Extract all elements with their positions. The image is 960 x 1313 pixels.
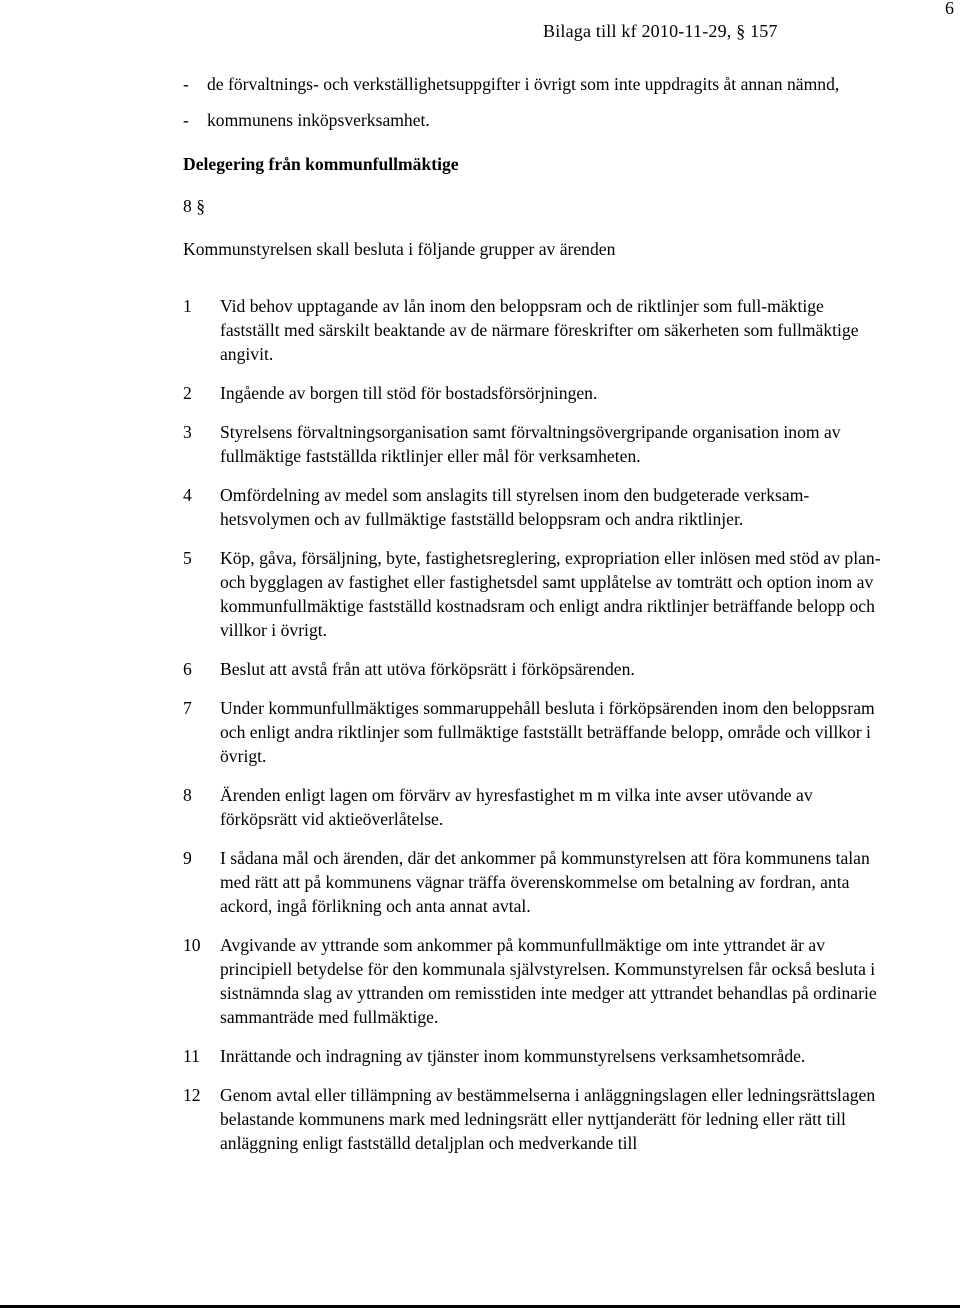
section-heading: Delegering från kommunfullmäktige — [183, 154, 459, 174]
item-text: I sådana mål och ärenden, där det ankommer på kommunstyrelsen att föra kommunens talan med rätt att på kommunens vägnar träffa överenskommelse om betalning av fordran, anta ackord, ingå förlikning och anta annat avtal. — [220, 848, 870, 916]
numbered-item — [183, 420, 883, 468]
item-number: 3 — [183, 422, 192, 442]
list-item-text: kommunens inköpsverksamhet. — [207, 110, 430, 130]
item-number: 6 — [183, 659, 192, 679]
numbered-list — [183, 294, 883, 1155]
item-text: Genom avtal eller tillämpning av bestämmelserna i anläggningslagen eller ledningsrättslagen belastande kommunens mark med ledningsrätt eller nyttjanderätt för ledning eller rätt till anläggning enligt fastställd detaljplan och medverkande till — [220, 1085, 876, 1153]
item-number: 8 — [183, 785, 192, 805]
item-text: Under kommunfullmäktiges sommaruppehåll besluta i förköpsärenden inom den beloppsram och enligt andra riktlinjer som fullmäktige fastställt beträffande belopp, område och villkor i övrigt. — [220, 698, 875, 766]
item-text: Vid behov upptagande av lån inom den beloppsram och de riktlinjer som full-mäktige fastställt med särskilt beaktande av de närmare föreskrifter om säkerheten som fullmäktige angivit. — [220, 296, 859, 364]
numbered-item — [183, 783, 883, 831]
item-text: Inrättande och indragning av tjänster inom kommunstyrelsens verksamhetsområde. — [220, 1046, 806, 1066]
item-number: 12 — [183, 1085, 201, 1105]
list-item — [183, 72, 883, 96]
numbered-item — [183, 1044, 883, 1068]
numbered-item — [183, 1083, 883, 1155]
item-text: Ärenden enligt lagen om förvärv av hyresfastighet m m vilka inte avser utövande av förköpsrätt vid aktieöverlåtelse. — [220, 785, 813, 829]
item-text: Omfördelning av medel som anslagits till styrelsen inom den budgeterade verksam-hetsvolymen och av fullmäktige fastställd beloppsram och andra riktlinjer. — [220, 485, 810, 529]
footer-rule — [0, 1305, 960, 1308]
numbered-item — [183, 657, 883, 681]
numbered-item — [183, 933, 883, 1029]
document-body — [183, 72, 883, 1170]
numbered-item — [183, 483, 883, 531]
list-item-text: de förvaltnings- och verkställighetsuppgifter i övrigt som inte uppdragits åt annan nämnd, — [207, 74, 840, 94]
item-text: Ingående av borgen till stöd för bostadsförsörjningen. — [220, 383, 598, 403]
item-number: 10 — [183, 935, 201, 955]
item-text: Köp, gåva, försäljning, byte, fastighetsreglering, expropriation eller inlösen med stöd av plan- och bygglagen av fastighet eller fastighetsdel samt upplåtelse av tomträtt och option inom av kommunfullmäktige fastställd kostnadsram och enligt andra riktlinjer beträffande belopp och villkor i övrigt. — [220, 548, 881, 640]
item-number: 5 — [183, 548, 192, 568]
numbered-item — [183, 381, 883, 405]
item-number: 1 — [183, 296, 192, 316]
section-number: 8 § — [183, 196, 205, 216]
item-number: 9 — [183, 848, 192, 868]
intro-text: Kommunstyrelsen skall besluta i följande grupper av ärenden — [183, 239, 616, 259]
item-number: 7 — [183, 698, 192, 718]
dash-marker: - — [183, 110, 189, 130]
numbered-item — [183, 846, 883, 918]
item-text: Avgivande av yttrande som ankommer på kommunfullmäktige om inte yttrandet är av principiell betydelse för den kommunala självstyrelsen. Kommunstyrelsen får också besluta i sistnämnda slag av yttranden om remisstiden inte medger att yttrandet behandlas på ordinarie sammanträde med fullmäktige. — [220, 935, 877, 1027]
item-text: Beslut att avstå från att utöva förköpsrätt i förköpsärenden. — [220, 659, 635, 679]
numbered-item — [183, 546, 883, 642]
document-reference: Bilaga till kf 2010-11-29, § 157 — [543, 21, 778, 41]
numbered-item — [183, 696, 883, 768]
item-number: 11 — [183, 1046, 200, 1066]
numbered-item — [183, 294, 883, 366]
item-number: 2 — [183, 383, 192, 403]
item-text: Styrelsens förvaltningsorganisation samt förvaltningsövergripande organisation inom av fullmäktige fastställda riktlinjer eller mål för verksamheten. — [220, 422, 841, 466]
page-number: 6 — [945, 0, 954, 18]
item-number: 4 — [183, 485, 192, 505]
list-item — [183, 108, 883, 132]
dash-marker: - — [183, 74, 189, 94]
